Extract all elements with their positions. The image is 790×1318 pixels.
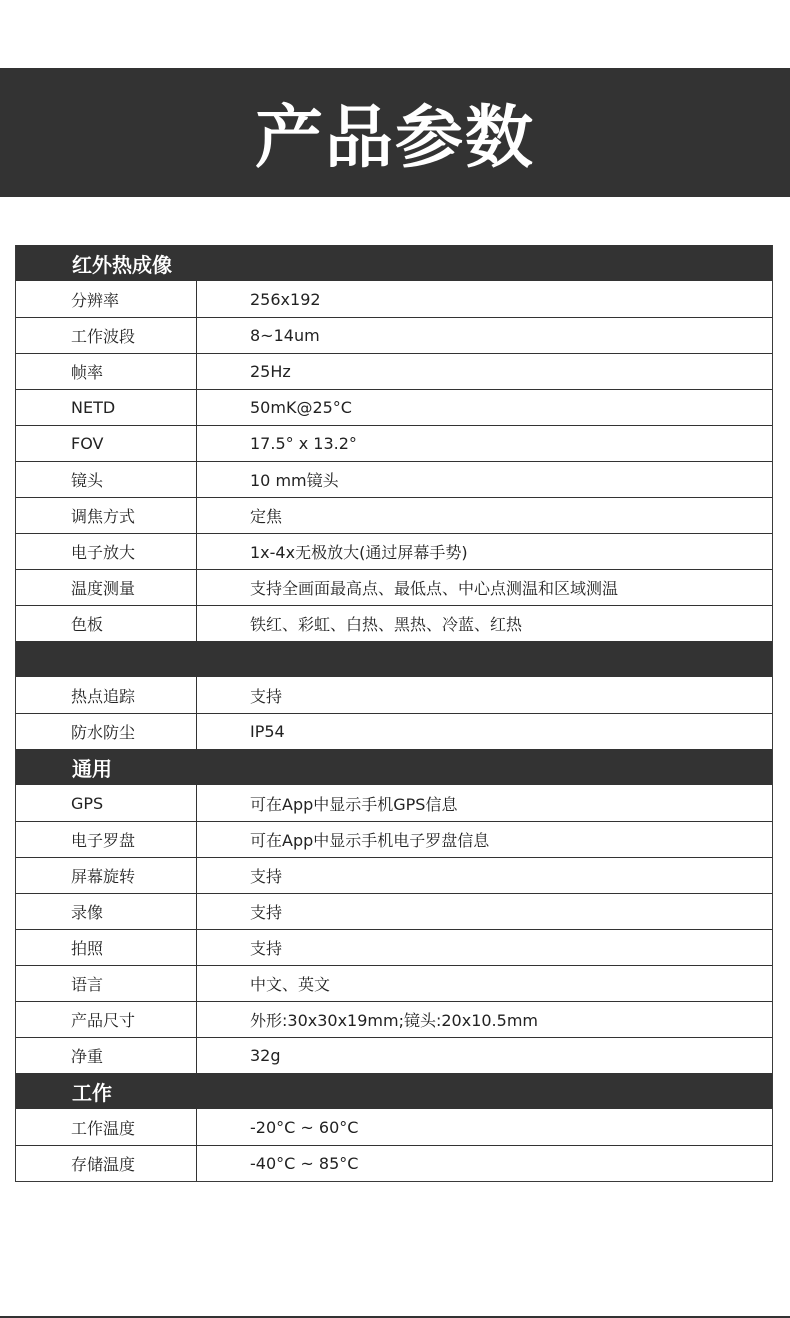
spec-value: IP54 — [250, 722, 285, 741]
spec-key: 镜头 — [16, 462, 197, 497]
table-row — [16, 785, 772, 821]
spec-value: 1x-4x无极放大(通过屏幕手势) — [250, 543, 468, 562]
table-row — [16, 389, 772, 425]
spec-key: 热点追踪 — [16, 677, 197, 713]
section-heading: 工作 — [16, 1073, 772, 1109]
spec-key: 工作波段 — [16, 318, 197, 353]
spec-key: 电子放大 — [16, 534, 197, 569]
spec-value: 10 mm镜头 — [250, 471, 339, 490]
table-row — [16, 425, 772, 461]
spec-value: 50mK@25°C — [250, 398, 352, 417]
table-row — [16, 1109, 772, 1145]
spec-key: 温度测量 — [16, 570, 197, 605]
table-row — [16, 713, 772, 749]
spec-key: 存储温度 — [16, 1146, 197, 1181]
spec-value: 支持全画面最高点、最低点、中心点测温和区域测温 — [250, 579, 619, 598]
section-heading: 红外热成像 — [16, 245, 772, 281]
spec-key: NETD — [16, 390, 197, 425]
table-row — [16, 281, 772, 317]
spec-key: 拍照 — [16, 930, 197, 965]
spec-value: 外形:30x30x19mm;镜头:20x10.5mm — [250, 1011, 538, 1030]
section-heading: 通用 — [16, 749, 772, 785]
spec-value: 可在App中显示手机GPS信息 — [250, 794, 458, 814]
spec-value: 定焦 — [250, 507, 283, 526]
spec-key: 调焦方式 — [16, 498, 197, 533]
spec-key: 色板 — [16, 606, 197, 641]
spec-key: 屏幕旋转 — [16, 858, 197, 893]
table-row — [16, 353, 772, 389]
spec-key: 产品尺寸 — [16, 1002, 197, 1037]
spec-key: 防水防尘 — [16, 714, 197, 749]
spec-key: 帧率 — [16, 354, 197, 389]
table-row — [16, 677, 772, 713]
table-row — [16, 605, 772, 641]
spec-value: -20°C ~ 60°C — [250, 1117, 359, 1137]
table-row — [16, 857, 772, 893]
table-row — [16, 965, 772, 1001]
title-banner — [0, 68, 790, 197]
spec-key: 录像 — [16, 894, 197, 929]
spec-value: 17.5° x 13.2° — [250, 434, 357, 453]
spec-key: 净重 — [16, 1038, 197, 1073]
spec-value: 支持 — [250, 686, 283, 706]
table-row — [16, 533, 772, 569]
spec-value: 支持 — [250, 903, 283, 922]
page-title: 产品参数 — [254, 99, 535, 178]
spec-value: 25Hz — [250, 362, 291, 381]
spec-value: 8~14um — [250, 326, 320, 345]
table-row — [16, 1037, 772, 1073]
spec-value: -40°C ~ 85°C — [250, 1154, 359, 1173]
table-row — [16, 893, 772, 929]
table-row — [16, 1001, 772, 1037]
spec-value: 256x192 — [250, 289, 321, 309]
spec-key: 工作温度 — [16, 1109, 197, 1145]
table-row — [16, 317, 772, 353]
spec-table — [15, 245, 773, 1182]
table-row — [16, 1145, 772, 1181]
spec-value: 支持 — [250, 939, 283, 958]
table-row — [16, 929, 772, 965]
spec-value: 铁红、彩虹、白热、黑热、冷蓝、红热 — [250, 615, 523, 634]
spec-key: 分辨率 — [16, 281, 197, 317]
section-heading — [16, 641, 772, 677]
spec-value: 可在App中显示手机电子罗盘信息 — [250, 831, 490, 850]
table-row — [16, 569, 772, 605]
table-row — [16, 497, 772, 533]
spec-key: FOV — [16, 426, 197, 461]
table-row — [16, 461, 772, 497]
spec-value: 支持 — [250, 867, 283, 886]
spec-key: 电子罗盘 — [16, 822, 197, 857]
spec-key: GPS — [16, 785, 197, 821]
spec-value: 32g — [250, 1046, 281, 1065]
spec-value: 中文、英文 — [250, 975, 331, 994]
table-row — [16, 821, 772, 857]
spec-key: 语言 — [16, 966, 197, 1001]
